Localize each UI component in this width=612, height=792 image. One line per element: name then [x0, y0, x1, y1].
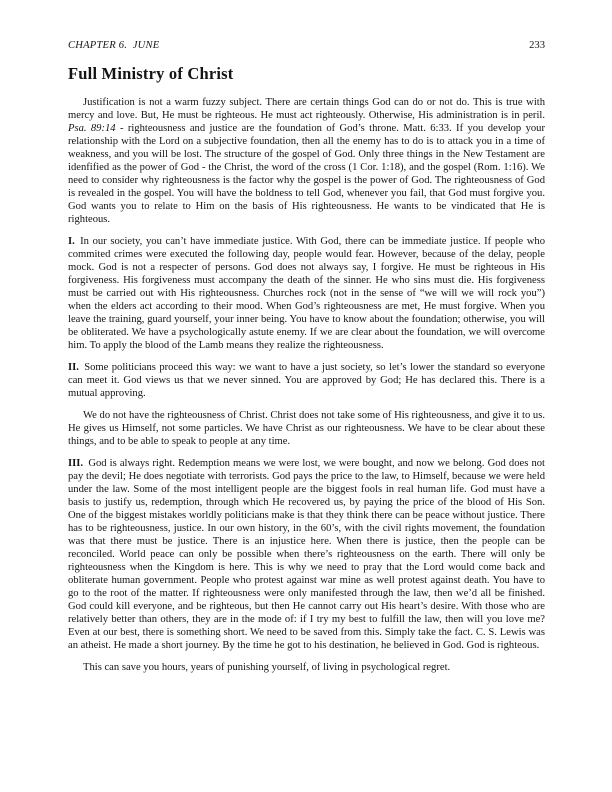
text-segment: Some politicians proceed this way: we want to have a just society, so let’s lower the standard so everyone can meet it. God views us that we never sinned. You are approved by God; He has declared this. There is a mutual approving.	[68, 362, 545, 399]
page-title: Full Ministry of Christ	[68, 64, 234, 83]
text-segment: This can save you hours, years of punishing yourself, of living in psychological regret.	[83, 662, 451, 673]
section-label: I.	[68, 236, 81, 247]
page-number: 233	[529, 40, 545, 51]
text-segment: God is always right. Redemption means we were lost, we were bought, and now we belong. God does not pay the devil; He does negotiate with terrorists. God pays the price to the law, to Himself, because we were held under the law. Some of the most intelligent people are the biggest fools in real human life. God must have a basis to justify us, redemption, through which He recovered us, by paying the price of the blood of His Son. One of the biggest mistakes worldly politicians make is that they think there can be peace without justice. There has to be righteousness, justice. In our own history, in the 60’s, with the civil rights movement, the foundation was that there must be justice. There is an injustice here. When there is justice, then the people can be reconciled. World peace can only be possible when there’s righteousness on the earth. There will only be righteousness when the Kingdom is here. This is why we need to pray that the Lord would come back and obliterate human government. People who protest against war mine as well protest against death. You have to go to the root of the matter. If righteousness were only manifested through the law, then we’d all be finished. God could kill everyone, and be righteous, but then He cannot carry out His heart’s desire. With those who are relatively better than others, they are in the mode of: if I try my best to fulfill the law, then will you love me? Even at our best, there is something short. We need to be saved from this. Simply take the fact. C. S. Lewis was an atheist. He made a short journey. By the time he got to his destination, he believed in God. God is righteous.	[68, 458, 545, 651]
page-body	[68, 96, 545, 674]
text-segment: In our society, you can’t have immediate justice. With God, there can be immediate justice. If people who commited crimes were executed the following day, people would fear. However, because of the delay, people mock. God is not a respecter of persons. God does not always say, I forgive. He must be righteous in His forgiveness. His forgiveness must accompany the death of the sinner. He who sins must die. His forgiveness must be carried out with His righteousness. Churches rock (not in the sense of “we will we will rock you”) when the elders act according to their mood. When God’s righteousness are met, He must forgive. When you leave the training, guard yourself, your inner being. You have to know about the foundation; otherwise, you will be obliterated. We have a psychologically astute enemy. If we are clear about the foundation, we will overcome him. To apply the blood of the Lamb means they realize the righteousness.	[68, 236, 545, 351]
chapter-header: CHAPTER 6. JUNE	[68, 40, 160, 51]
scripture-reference: Psa. 89:14	[68, 123, 116, 134]
paragraph	[68, 661, 545, 674]
text-segment: We do not have the righteousness of Christ. Christ does not take some of His righteousness, and give it to us. He gives us Himself, not some particles. We have Christ as our righteousness. We have to be clear about these things, and to be able to speak to people at any time.	[68, 410, 545, 447]
section-label: III.	[68, 458, 89, 469]
text-segment: Justification is not a warm fuzzy subject. There are certain things God can do or not do. This is true with mercy and love. But, He must be righteous. He must act righteously. Otherwise, His administration is in peril.	[68, 97, 545, 121]
paragraph	[68, 409, 545, 448]
running-header	[68, 40, 545, 52]
section-label: II.	[68, 362, 85, 373]
text-segment: - righteousness and justice are the foundation of God’s throne. Matt. 6:33. If you develop your relationship with the Lord on a subjective foundation, then all the enemy has to do is to attack you in a time of weakness, and you will be lost. The structure of the gospel of God. Only three things in the New Testament are idenfified as the power of God - the Christ, the word of the cross (1 Cor. 1:18), and the gospel (Rom. 1:16). We need to consider why righteousness is the factor why the gospel is the power of God. The righteousness of God is revealed in the gospel. You will have the boldness to tell God, whenever you fail, that God must forgive you. God wants you to relate to Him on the basis of His righteousness. He wants to be vindicated that He is righteous.	[68, 123, 545, 225]
paragraph	[68, 457, 545, 652]
paragraph	[68, 361, 545, 400]
paragraph	[68, 235, 545, 352]
paragraph	[68, 96, 545, 226]
